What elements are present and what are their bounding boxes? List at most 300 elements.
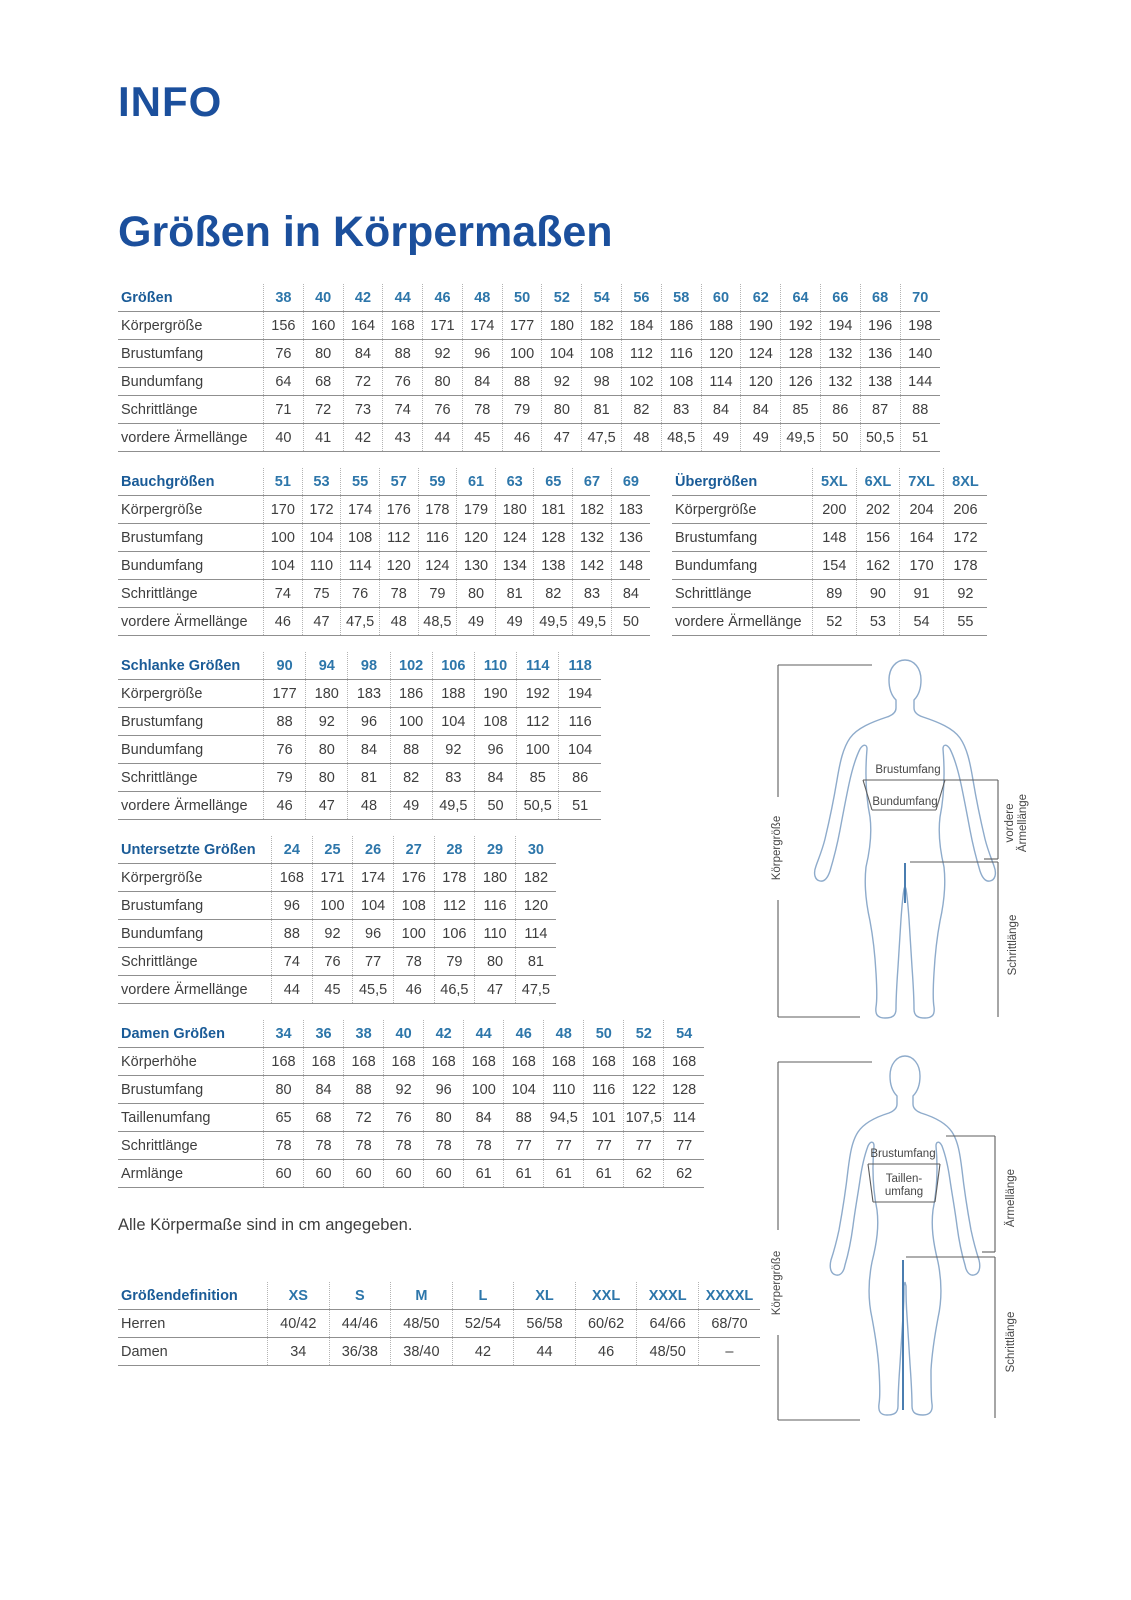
cell-value: 124	[418, 552, 457, 580]
cell-value: 47	[542, 424, 582, 452]
column-header: 40	[303, 284, 343, 312]
cell-value: 168	[272, 864, 313, 892]
cell-value: 60	[424, 1160, 464, 1188]
row-label: Bundumfang	[118, 368, 264, 396]
cell-value: 48	[622, 424, 662, 452]
column-header: 64	[781, 284, 821, 312]
column-header: 46	[423, 284, 463, 312]
cell-value: 196	[860, 312, 900, 340]
cell-value: 50	[611, 608, 650, 636]
table-schlanke-groessen	[118, 652, 601, 820]
cell-value: 120	[515, 892, 556, 920]
male-brustumfang-label: Brustumfang	[875, 764, 941, 776]
cell-value: 47	[306, 792, 348, 820]
row-label: Brustumfang	[118, 340, 264, 368]
cell-value: 45	[312, 976, 353, 1004]
cell-value: 104	[432, 708, 474, 736]
cell-value: 88	[900, 396, 940, 424]
column-header: XL	[514, 1282, 576, 1310]
column-header: 65	[534, 468, 573, 496]
cell-value: 61	[584, 1160, 624, 1188]
table-header-row	[118, 284, 940, 312]
row-label: vordere Ärmellänge	[118, 792, 264, 820]
cell-value: 62	[624, 1160, 664, 1188]
cell-value: 42	[343, 424, 383, 452]
cell-value: 78	[384, 1132, 424, 1160]
cell-value: 174	[341, 496, 380, 524]
table-row	[118, 892, 556, 920]
cell-value: 96	[462, 340, 502, 368]
row-label: Schrittlänge	[118, 948, 272, 976]
column-header: 38	[264, 284, 304, 312]
table-row	[118, 496, 650, 524]
cell-value: 79	[434, 948, 475, 976]
row-label: vordere Ärmellänge	[118, 608, 264, 636]
cell-value: 44	[514, 1338, 576, 1366]
cell-value: 64/66	[637, 1310, 699, 1338]
cell-value: 68	[304, 1104, 344, 1132]
cell-value: 168	[264, 1048, 304, 1076]
column-header: 53	[302, 468, 341, 496]
cell-value: 50,5	[860, 424, 900, 452]
cell-value: 116	[475, 892, 516, 920]
table-row	[118, 920, 556, 948]
cell-value: 78	[464, 1132, 504, 1160]
cell-value: 49	[701, 424, 741, 452]
row-label: Körpergröße	[672, 496, 813, 524]
table-row	[672, 580, 987, 608]
cell-value: 160	[303, 312, 343, 340]
column-header: 26	[353, 836, 394, 864]
cell-value: 168	[424, 1048, 464, 1076]
table-row	[672, 524, 987, 552]
column-header: 28	[434, 836, 475, 864]
column-header: 29	[475, 836, 516, 864]
cell-value: 78	[304, 1132, 344, 1160]
cell-value: 42	[452, 1338, 514, 1366]
cell-value: 168	[544, 1048, 584, 1076]
cell-value: 100	[464, 1076, 504, 1104]
column-header: 102	[390, 652, 432, 680]
column-header: 46	[504, 1020, 544, 1048]
cell-value: 104	[353, 892, 394, 920]
column-header: M	[391, 1282, 453, 1310]
column-header: XS	[268, 1282, 330, 1310]
cell-value: 79	[418, 580, 457, 608]
cell-value: 46	[502, 424, 542, 452]
cell-value: 104	[559, 736, 601, 764]
cell-value: 41	[303, 424, 343, 452]
table-title: Schlanke Größen	[118, 652, 264, 680]
row-label: Brustumfang	[118, 708, 264, 736]
male-hoehe-label: Körpergröße	[771, 815, 783, 881]
cell-value: 182	[573, 496, 612, 524]
cell-value: 38/40	[391, 1338, 453, 1366]
cell-value: 177	[264, 680, 306, 708]
cell-value: 84	[348, 736, 390, 764]
cell-value: 84	[611, 580, 650, 608]
column-header: 52	[542, 284, 582, 312]
cell-value: 60	[304, 1160, 344, 1188]
cell-value: 80	[457, 580, 496, 608]
cell-value: 46	[264, 608, 303, 636]
cell-value: 100	[264, 524, 303, 552]
cell-value: 183	[611, 496, 650, 524]
cell-value: 108	[341, 524, 380, 552]
cell-value: 43	[383, 424, 423, 452]
cell-value: 84	[462, 368, 502, 396]
cell-value: 116	[559, 708, 601, 736]
cell-value: 176	[379, 496, 418, 524]
row-label: Bundumfang	[118, 552, 264, 580]
cell-value: 76	[264, 340, 304, 368]
cell-value: 116	[418, 524, 457, 552]
cell-value: 114	[341, 552, 380, 580]
cell-value: 78	[424, 1132, 464, 1160]
cell-value: 101	[584, 1104, 624, 1132]
cell-value: 76	[312, 948, 353, 976]
cell-value: 114	[664, 1104, 704, 1132]
female-figure-diagram	[760, 1040, 1035, 1438]
table-row	[118, 708, 601, 736]
cell-value: 90	[856, 580, 900, 608]
cell-value: 136	[860, 340, 900, 368]
cell-value: 62	[664, 1160, 704, 1188]
row-label: vordere Ärmellänge	[118, 976, 272, 1004]
size-table	[118, 284, 940, 452]
column-header: 5XL	[813, 468, 857, 496]
cell-value: 88	[504, 1104, 544, 1132]
cell-value: 107,5	[624, 1104, 664, 1132]
cell-value: 40	[264, 424, 304, 452]
cell-value: 78	[264, 1132, 304, 1160]
cell-value: 198	[900, 312, 940, 340]
cell-value: –	[698, 1338, 760, 1366]
size-table	[672, 468, 987, 636]
row-label: Körperhöhe	[118, 1048, 264, 1076]
female-sleeve-bracket	[946, 1136, 995, 1252]
table-header-row	[118, 652, 601, 680]
cell-value: 92	[542, 368, 582, 396]
cell-value: 82	[534, 580, 573, 608]
cell-value: 76	[264, 736, 306, 764]
cell-value: 51	[559, 792, 601, 820]
male-bundumfang-label: Bundumfang	[872, 796, 938, 808]
column-header: XXXXL	[698, 1282, 760, 1310]
table-header-row	[118, 1282, 760, 1310]
cell-value: 138	[534, 552, 573, 580]
cell-value: 92	[306, 708, 348, 736]
table-row	[118, 764, 601, 792]
cell-value: 44/46	[329, 1310, 391, 1338]
cell-value: 49,5	[781, 424, 821, 452]
cell-value: 178	[943, 552, 987, 580]
column-header: 27	[393, 836, 434, 864]
column-header: 30	[515, 836, 556, 864]
cell-value: 49	[741, 424, 781, 452]
column-header: 70	[900, 284, 940, 312]
cell-value: 47,5	[341, 608, 380, 636]
cell-value: 128	[664, 1076, 704, 1104]
cell-value: 96	[348, 708, 390, 736]
cell-value: 100	[502, 340, 542, 368]
cell-value: 46	[393, 976, 434, 1004]
cell-value: 116	[584, 1076, 624, 1104]
column-header: 57	[379, 468, 418, 496]
row-label: Schrittlänge	[118, 396, 264, 424]
table-title: Übergrößen	[672, 468, 813, 496]
row-label: Schrittlänge	[118, 1132, 264, 1160]
cell-value: 64	[264, 368, 304, 396]
cell-value: 60	[344, 1160, 384, 1188]
cell-value: 88	[502, 368, 542, 396]
cell-value: 120	[741, 368, 781, 396]
table-row	[672, 552, 987, 580]
cell-value: 50,5	[517, 792, 559, 820]
cell-value: 202	[856, 496, 900, 524]
cell-value: 112	[622, 340, 662, 368]
row-label: Körpergröße	[118, 680, 264, 708]
cell-value: 100	[393, 920, 434, 948]
cell-value: 86	[559, 764, 601, 792]
cell-value: 49,5	[432, 792, 474, 820]
cell-value: 48,5	[661, 424, 701, 452]
cell-value: 181	[534, 496, 573, 524]
cell-value: 168	[664, 1048, 704, 1076]
cell-value: 108	[393, 892, 434, 920]
female-silhouette	[830, 1056, 980, 1415]
cell-value: 82	[390, 764, 432, 792]
cell-value: 174	[462, 312, 502, 340]
column-header: 61	[457, 468, 496, 496]
cell-value: 92	[943, 580, 987, 608]
cell-value: 102	[622, 368, 662, 396]
column-header: 48	[462, 284, 502, 312]
column-header: 25	[312, 836, 353, 864]
cell-value: 44	[272, 976, 313, 1004]
male-silhouette	[815, 660, 996, 1018]
cell-value: 71	[264, 396, 304, 424]
column-header: 51	[264, 468, 303, 496]
table-row	[672, 608, 987, 636]
cell-value: 80	[306, 764, 348, 792]
cell-value: 74	[272, 948, 313, 976]
table-damen-groessen	[118, 1020, 704, 1188]
cell-value: 85	[781, 396, 821, 424]
cell-value: 86	[820, 396, 860, 424]
cell-value: 162	[856, 552, 900, 580]
table-uebergroessen	[672, 468, 987, 636]
table-row	[118, 312, 940, 340]
column-header: 24	[272, 836, 313, 864]
cell-value: 50	[474, 792, 516, 820]
cell-value: 122	[624, 1076, 664, 1104]
cell-value: 168	[304, 1048, 344, 1076]
cell-value: 77	[353, 948, 394, 976]
cell-value: 49	[495, 608, 534, 636]
column-header: 60	[701, 284, 741, 312]
cell-value: 100	[312, 892, 353, 920]
cell-value: 96	[474, 736, 516, 764]
female-taille-label-1: Taillen-	[885, 1173, 923, 1185]
cell-value: 104	[264, 552, 303, 580]
cell-value: 100	[390, 708, 432, 736]
column-header: 52	[624, 1020, 664, 1048]
table-row	[118, 1076, 704, 1104]
cell-value: 53	[856, 608, 900, 636]
cell-value: 106	[434, 920, 475, 948]
cell-value: 80	[424, 1104, 464, 1132]
row-label: Körpergröße	[118, 864, 272, 892]
table-header-row	[118, 1020, 704, 1048]
cell-value: 46	[264, 792, 306, 820]
table-row	[118, 1338, 760, 1366]
column-header: 98	[348, 652, 390, 680]
table-row	[672, 496, 987, 524]
cell-value: 112	[434, 892, 475, 920]
page-title: Größen in Körpermaßen	[118, 208, 613, 256]
cell-value: 44	[423, 424, 463, 452]
cell-value: 49,5	[534, 608, 573, 636]
cell-value: 108	[582, 340, 622, 368]
row-label: Brustumfang	[118, 524, 264, 552]
cell-value: 171	[423, 312, 463, 340]
table-row	[118, 424, 940, 452]
row-label: Brustumfang	[118, 1076, 264, 1104]
cell-value: 179	[457, 496, 496, 524]
column-header: 59	[418, 468, 457, 496]
cell-value: 49	[390, 792, 432, 820]
cell-value: 48,5	[418, 608, 457, 636]
cell-value: 98	[582, 368, 622, 396]
cell-value: 80	[475, 948, 516, 976]
column-header: 94	[306, 652, 348, 680]
row-label: Damen	[118, 1338, 268, 1366]
cell-value: 110	[544, 1076, 584, 1104]
cell-value: 88	[264, 708, 306, 736]
cell-value: 76	[383, 368, 423, 396]
cell-value: 168	[384, 1048, 424, 1076]
cell-value: 132	[820, 340, 860, 368]
row-label: Körpergröße	[118, 312, 264, 340]
cell-value: 140	[900, 340, 940, 368]
table-row	[118, 340, 940, 368]
column-header: XXXL	[637, 1282, 699, 1310]
table-row	[118, 1048, 704, 1076]
cell-value: 190	[741, 312, 781, 340]
cell-value: 182	[515, 864, 556, 892]
table-row	[118, 864, 556, 892]
cell-value: 168	[504, 1048, 544, 1076]
row-label: vordere Ärmellänge	[118, 424, 264, 452]
table-header-row	[118, 468, 650, 496]
cell-value: 84	[741, 396, 781, 424]
cell-value: 74	[264, 580, 303, 608]
column-header: 56	[622, 284, 662, 312]
cell-value: 84	[343, 340, 383, 368]
column-header: 7XL	[900, 468, 944, 496]
female-sleeve-label: Ärmellänge	[1005, 1168, 1017, 1228]
table-row	[118, 524, 650, 552]
cell-value: 170	[264, 496, 303, 524]
cell-value: 85	[517, 764, 559, 792]
cell-value: 68/70	[698, 1310, 760, 1338]
cell-value: 124	[741, 340, 781, 368]
cell-value: 104	[504, 1076, 544, 1104]
cell-value: 75	[302, 580, 341, 608]
row-label: vordere Ärmellänge	[672, 608, 813, 636]
cell-value: 60	[384, 1160, 424, 1188]
cell-value: 176	[393, 864, 434, 892]
cell-value: 168	[584, 1048, 624, 1076]
cell-value: 80	[423, 368, 463, 396]
cell-value: 72	[344, 1104, 384, 1132]
cell-value: 156	[264, 312, 304, 340]
cell-value: 186	[390, 680, 432, 708]
row-label: Körpergröße	[118, 496, 264, 524]
table-untersetzte-groessen	[118, 836, 556, 1004]
table-row	[118, 1310, 760, 1338]
cell-value: 56/58	[514, 1310, 576, 1338]
row-label: Bundumfang	[118, 920, 272, 948]
size-table	[118, 468, 650, 636]
column-header: 42	[424, 1020, 464, 1048]
cell-value: 180	[475, 864, 516, 892]
column-header: 58	[661, 284, 701, 312]
cell-value: 130	[457, 552, 496, 580]
cell-value: 77	[584, 1132, 624, 1160]
cell-value: 128	[534, 524, 573, 552]
cell-value: 188	[432, 680, 474, 708]
column-header: 69	[611, 468, 650, 496]
cell-value: 46,5	[434, 976, 475, 1004]
cell-value: 177	[502, 312, 542, 340]
table-row	[118, 580, 650, 608]
column-header: 55	[341, 468, 380, 496]
cell-value: 65	[264, 1104, 304, 1132]
cell-value: 104	[542, 340, 582, 368]
cell-value: 78	[462, 396, 502, 424]
cell-value: 49,5	[573, 608, 612, 636]
column-header: 67	[573, 468, 612, 496]
cell-value: 194	[820, 312, 860, 340]
column-header: 6XL	[856, 468, 900, 496]
cell-value: 48/50	[637, 1338, 699, 1366]
cell-value: 87	[860, 396, 900, 424]
male-sleeve-label-2: Ärmellänge	[1017, 793, 1029, 853]
cell-value: 110	[475, 920, 516, 948]
size-table	[118, 1282, 760, 1366]
cell-value: 78	[344, 1132, 384, 1160]
male-sleeve-bracket	[984, 780, 998, 859]
cell-value: 190	[474, 680, 516, 708]
column-header: 110	[474, 652, 516, 680]
column-header: 44	[464, 1020, 504, 1048]
table-groessen	[118, 284, 940, 452]
column-header: 40	[384, 1020, 424, 1048]
female-hoehe-label: Körpergröße	[771, 1250, 783, 1316]
cell-value: 81	[348, 764, 390, 792]
column-header: 42	[343, 284, 383, 312]
page-kicker: INFO	[118, 78, 223, 125]
cell-value: 92	[312, 920, 353, 948]
cell-value: 170	[900, 552, 944, 580]
cell-value: 168	[383, 312, 423, 340]
cell-value: 49	[457, 608, 496, 636]
column-header: 68	[860, 284, 900, 312]
cell-value: 60	[264, 1160, 304, 1188]
cell-value: 88	[344, 1076, 384, 1104]
